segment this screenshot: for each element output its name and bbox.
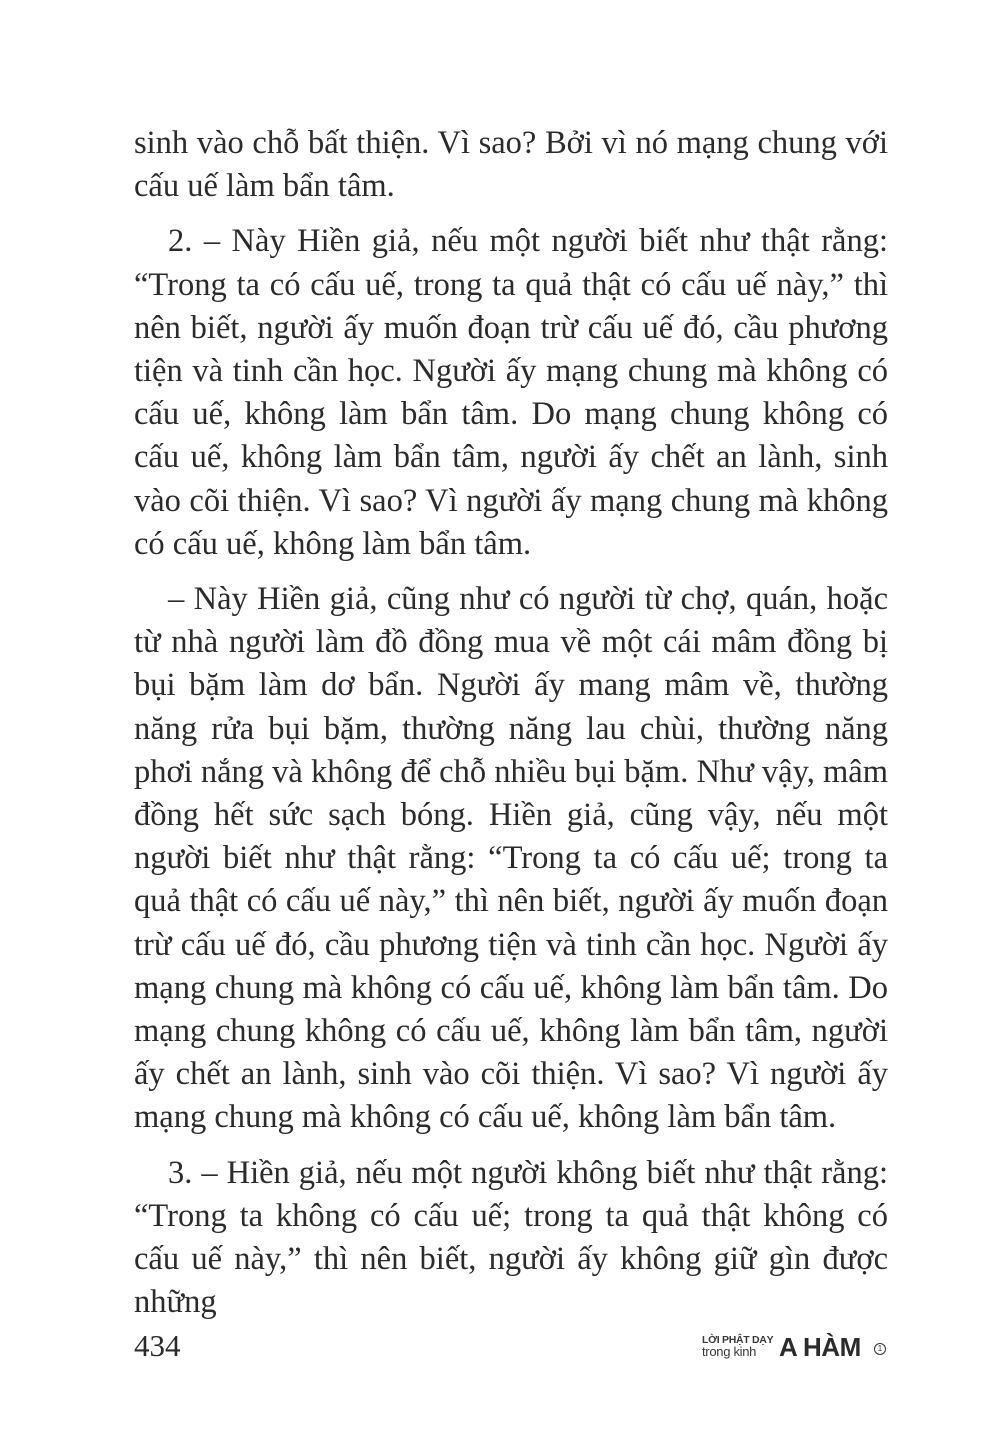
book-title-logo	[702, 1334, 888, 1364]
volume-badge: 1	[874, 1343, 886, 1355]
paragraph-continuation: sinh vào chỗ bất thiện. Vì sao? Bởi vì nó mạng chung với cấu uế làm bẩn tâm.	[134, 125, 888, 205]
paragraph-analogy: – Này Hiền giả, cũng như có người từ chợ, quán, hoặc từ nhà người làm đồ đồng mua về một cái mâm đồng bị bụi bặm làm dơ bẩn. Người ấy mang mâm về, thường năng rửa bụi bặm, thường năng lau chùi, thường năng phơi nắng và không để chỗ nhiều bụi bặm. Như vậy, mâm đồng hết sức sạch bóng. Hiền giả, cũng vậy, nếu một người biết như thật rằng: “Trong ta có cấu uế; trong ta quả thật có cấu uế này,” thì nên biết, người ấy muốn đoạn trừ cấu uế đó, cầu phương tiện và tinh cần học. Người ấy mạng chung mà không có cấu uế, không làm bẩn tâm. Do mạng chung không có cấu uế, không làm bẩn tâm, người ấy chết an lành, sinh vào cõi thiện. Vì sao? Vì người ấy mạng chung mà không có cấu uế, không làm bẩn tâm.	[134, 581, 888, 1136]
logo-line-1: LỜI PHẬT DẠY	[702, 1334, 774, 1346]
paragraph-2: 2. – Này Hiền giả, nếu một người biết như thật rằng: “Trong ta có cấu uế, trong ta quả thật có cấu uế này,” thì nên biết, người ấy muốn đoạn trừ cấu uế đó, cầu phương tiện và tinh cần học. Người ấy mạng chung mà không có cấu uế, không làm bẩn tâm. Do mạng chung không có cấu uế, không làm bẩn tâm, người ấy chết an lành, sinh vào cõi thiện. Vì sao? Vì người ấy mạng chung mà không có cấu uế, không làm bẩn tâm.	[134, 223, 888, 562]
page-number: 434	[134, 1328, 181, 1363]
paragraph-3: 3. – Hiền giả, nếu một người không biết như thật rằng: “Trong ta không có cấu uế; trong ta quả thật không có cấu uế này,” thì nên biết, người ấy không giữ gìn được những	[134, 1154, 888, 1321]
logo-title: A HÀM	[779, 1332, 861, 1362]
body-text	[134, 122, 888, 1336]
logo-line-2: trong kinh	[702, 1344, 757, 1359]
